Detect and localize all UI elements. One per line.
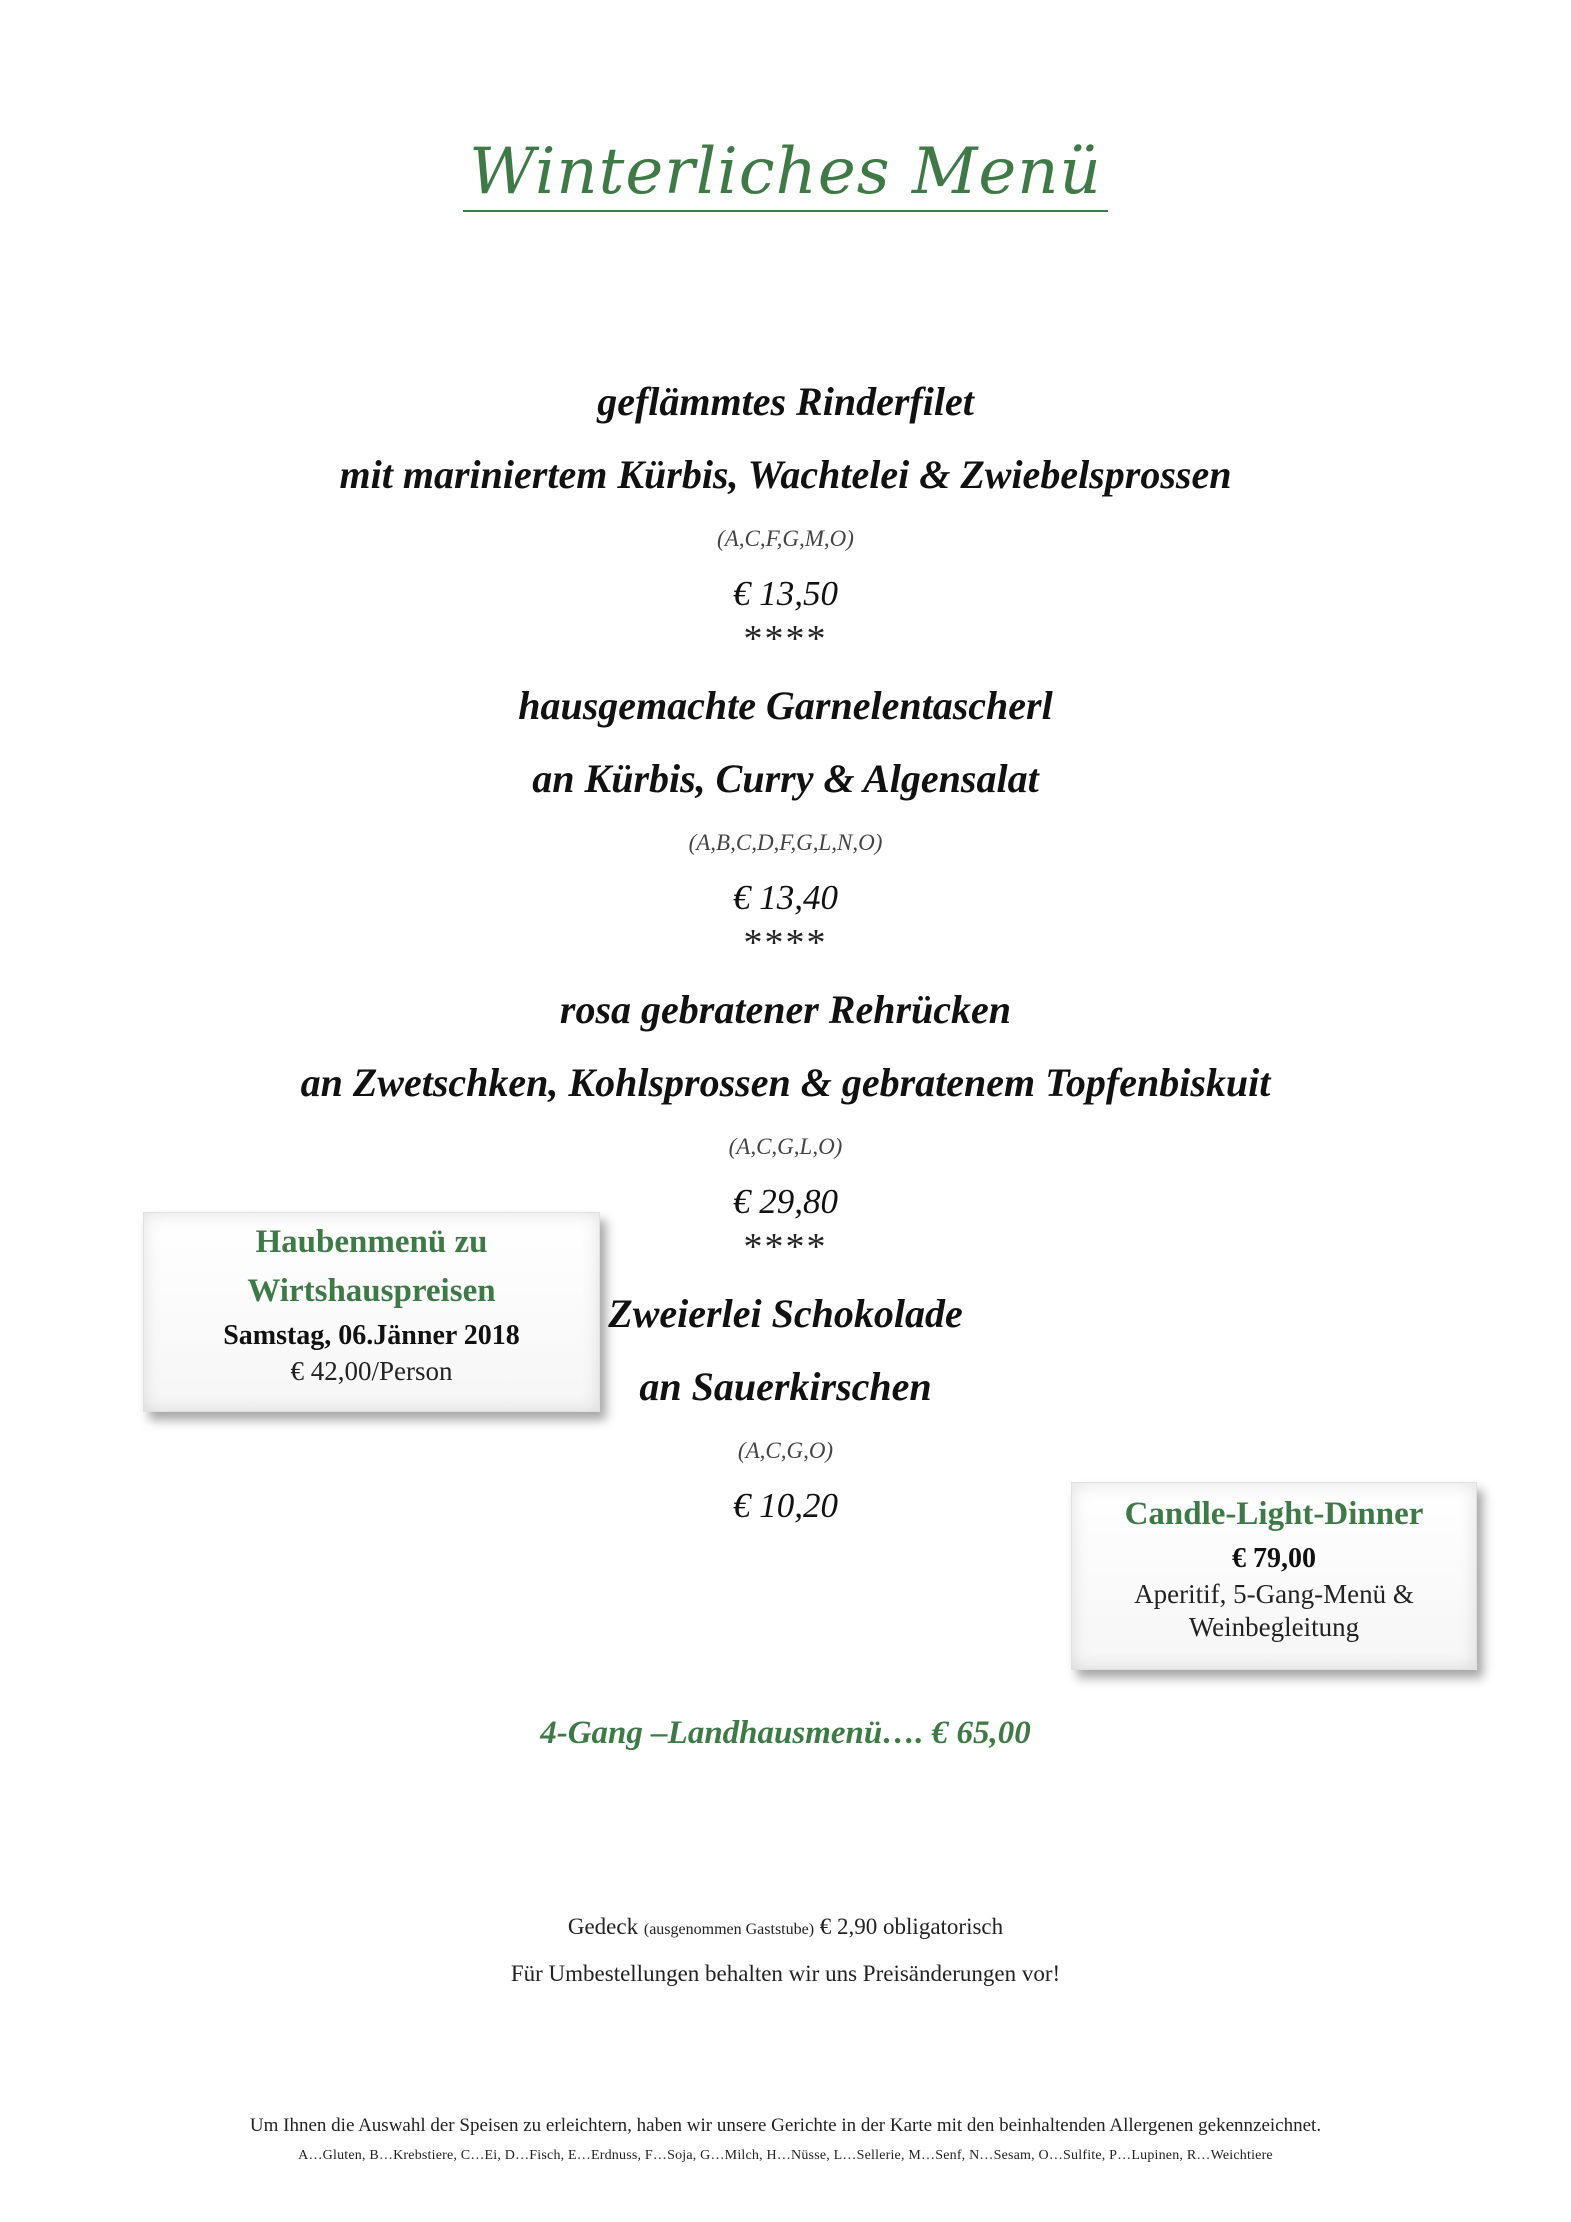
cover-charge-amount: € 2,90 obligatorisch (819, 1914, 1004, 1939)
hauben-box-date: Samstag, 06.Jänner 2018 (223, 1320, 520, 1351)
candle-light-dinner-box (1071, 1482, 1477, 1670)
notes (0, 1905, 1571, 1996)
dish-name: hausgemachte Garnelentascherl (518, 683, 1053, 728)
course-separator: **** (743, 922, 828, 964)
dish-name: geflämmtes Rinderfilet (597, 379, 974, 424)
page-title (0, 135, 1571, 212)
dish-price: € 13,40 (733, 878, 838, 917)
dish-price: € 10,20 (733, 1486, 838, 1525)
course-separator: **** (743, 1226, 828, 1268)
course-separator: **** (743, 618, 828, 660)
page-title-text: Winterliches Menü (463, 139, 1107, 212)
dish-description: an Zwetschken, Kohlsprossen & gebratenem Topfenbiskuit (300, 1060, 1271, 1105)
cover-charge-label: Gedeck (567, 1914, 639, 1939)
landhaus-menu-offer: 4-Gang –Landhausmenü…. € 65,00 (540, 1715, 1031, 1751)
cover-charge-exception: (ausgenommen Gaststube) (643, 1921, 815, 1938)
hauben-box-price: € 42,00/Person (290, 1356, 453, 1386)
allergen-footer (0, 2110, 1571, 2170)
hauben-box-title-line2: Wirtshauspreisen (247, 1273, 496, 1309)
allergen-codes: (A,C,G,O) (737, 1438, 834, 1463)
course-2 (0, 669, 1571, 923)
course-1 (0, 365, 1571, 619)
allergen-codes: (A,C,G,L,O) (728, 1134, 843, 1159)
hauben-menu-box (143, 1212, 600, 1412)
dish-description: an Sauerkirschen (639, 1364, 932, 1409)
allergen-codes: (A,C,F,G,M,O) (717, 526, 854, 551)
dish-price: € 29,80 (733, 1182, 838, 1221)
allergen-intro: Um Ihnen die Auswahl der Speisen zu erleichtern, haben wir unsere Gerichte in der Karte mit den beinhaltenden Allergenen gekennzeichnet. (249, 2115, 1322, 2136)
candle-box-desc-line1: Aperitif, 5-Gang-Menü & (1134, 1579, 1414, 1609)
allergen-legend: A…Gluten, B…Krebstiere, C…Ei, D…Fisch, E…Erdnuss, F…Soja, G…Milch, H…Nüsse, L…Sellerie, M…Senf, N…Sesam, O…Sulfite, P…Lupinen, R…Weichtiere (298, 2148, 1273, 2163)
dish-name: Zweierlei Schokolade (608, 1291, 963, 1336)
candle-box-title: Candle-Light-Dinner (1124, 1496, 1424, 1532)
candle-box-price: € 79,00 (1232, 1543, 1316, 1574)
hauben-box-title-line1: Haubenmenü zu (255, 1224, 488, 1260)
dish-description: an Kürbis, Curry & Algensalat (532, 756, 1039, 801)
candle-box-desc-line2: Weinbegleitung (1188, 1612, 1360, 1642)
dish-price: € 13,50 (733, 574, 838, 613)
allergen-codes: (A,B,C,D,F,G,L,N,O) (688, 830, 883, 855)
course-3 (0, 973, 1571, 1227)
price-change-note: Für Umbestellungen behalten wir uns Preisänderungen vor! (510, 1961, 1061, 1986)
dish-name: rosa gebratener Rehrücken (559, 987, 1012, 1032)
dish-description: mit mariniertem Kürbis, Wachtelei & Zwiebelsprossen (339, 452, 1232, 497)
cover-charge-note (0, 1905, 1571, 1952)
